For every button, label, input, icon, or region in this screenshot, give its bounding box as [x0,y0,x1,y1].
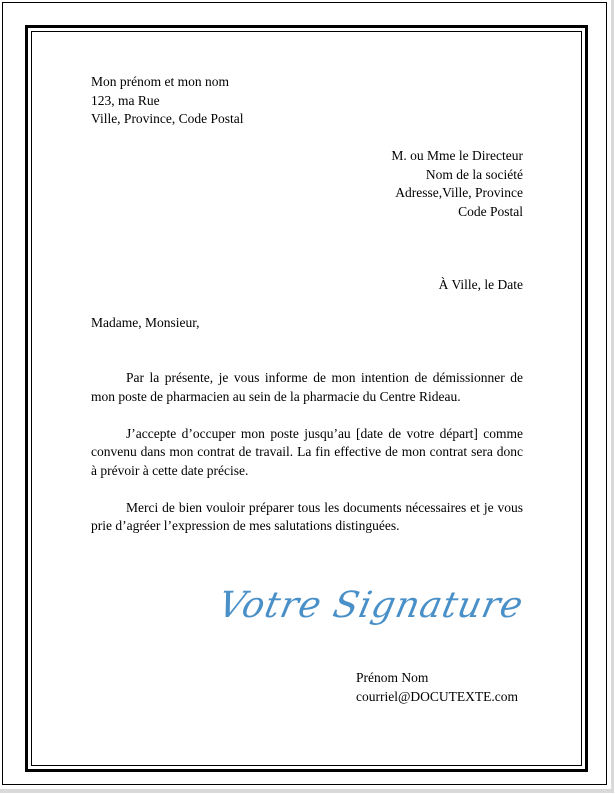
sender-city-line: Ville, Province, Code Postal [91,111,244,126]
salutation: Madame, Monsieur, [91,315,200,330]
body-paragraph-2: J’accepte d’occuper mon poste jusqu’au [date de votre départ] comme convenu dans mon contrat de travail. La fin effective de mon contrat sera donc à prévoir à cette date précise. [91,425,523,478]
body-paragraph-3: Merci de bien vouloir préparer tous les documents nécessaires et je vous prie d’agréer l’expression de mes salutations distinguées. [91,499,523,533]
sender-street: 123, ma Rue [91,92,160,108]
recipient-address: Adresse,Ville, Province [395,185,523,200]
sender-name: Mon prénom et mon nom [91,74,229,89]
recipient-company: Nom de la société [425,166,523,182]
recipient-title: M. ou Mme le Directeur [391,148,523,163]
signoff-email: courriel@DOCUTEXTE.com [356,688,519,704]
recipient-block [391,147,523,221]
signoff-name: Prénom Nom [356,670,429,685]
signature: Votre Signature [214,585,528,626]
body-paragraph-1: Par la présente, je vous informe de mon intention de démissionner de mon poste de pharmacien au sein de la pharmacie du Centre Rideau. [91,370,523,404]
place-date: À Ville, le Date [438,277,523,292]
recipient-postal-code: Code Postal [458,203,523,219]
